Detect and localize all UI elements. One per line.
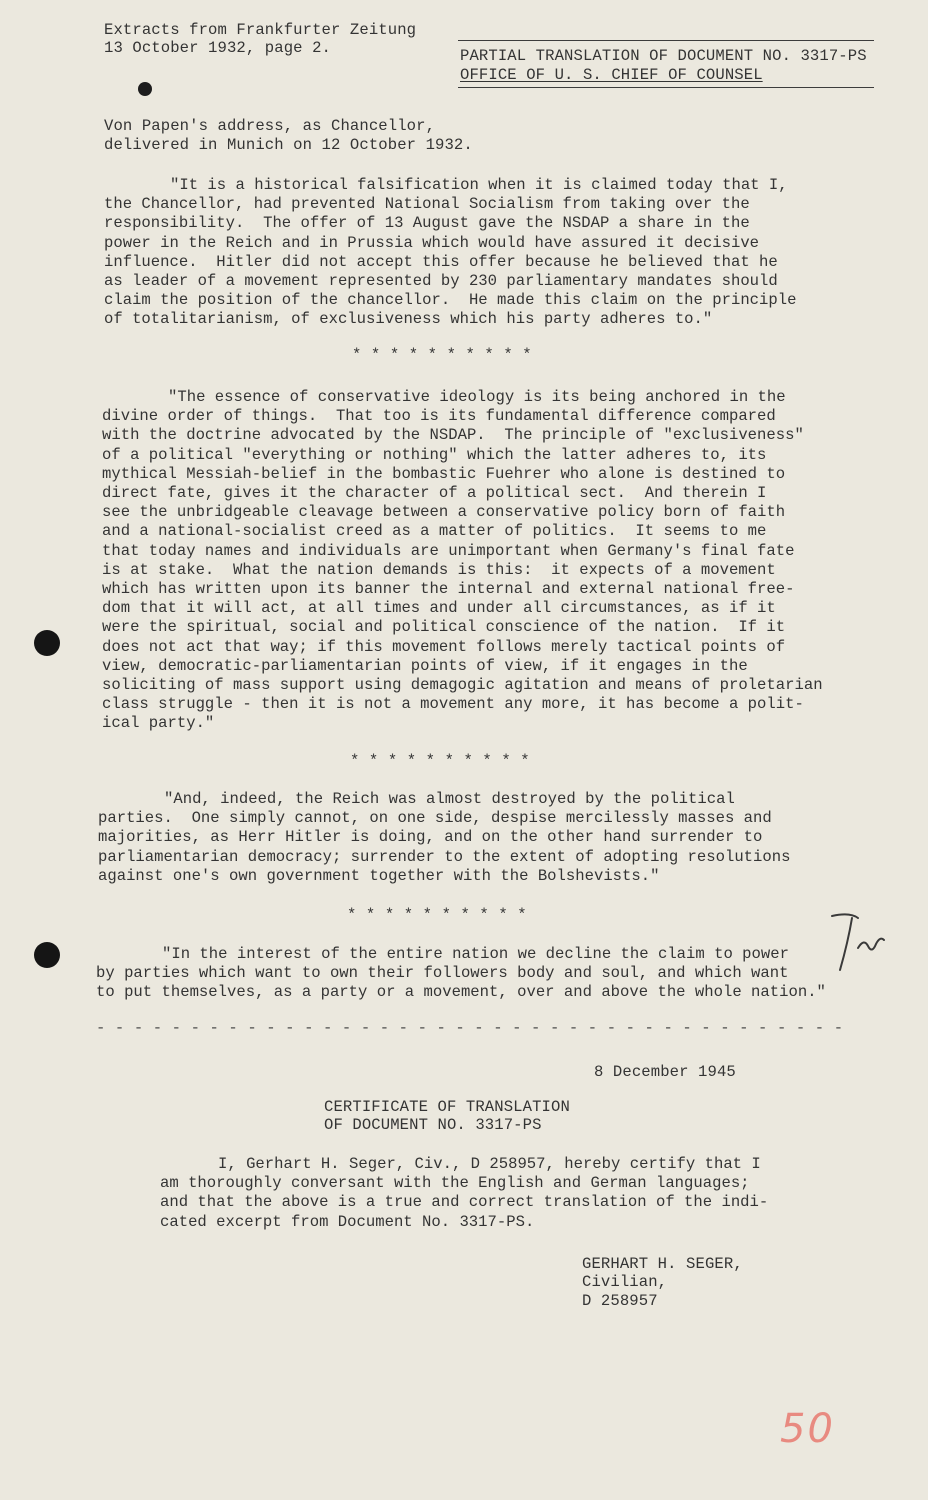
- certificate-date: 8 December 1945: [594, 1063, 736, 1081]
- header-top-rule: [458, 40, 874, 41]
- paragraph-line: ical party.": [102, 714, 215, 733]
- separator-1: * * * * * * * * * *: [352, 346, 532, 364]
- paragraph-line: "It is a historical falsification when it is claimed today that I,: [170, 176, 788, 194]
- paragraph-line: class struggle - then it is not a movement any more, it has become a polit-: [102, 695, 804, 714]
- paragraph-line: divine order of things. That too is its fundamental difference compared: [102, 407, 776, 426]
- header-office: OFFICE OF U. S. CHIEF OF COUNSEL: [460, 66, 763, 84]
- certificate-title-1: CERTIFICATE OF TRANSLATION: [324, 1098, 570, 1116]
- signature-role: Civilian,: [582, 1273, 668, 1291]
- certificate-title-2: OF DOCUMENT NO. 3317-PS: [324, 1116, 542, 1134]
- certificate-line: and that the above is a true and correct translation of the indi-: [160, 1193, 769, 1212]
- paragraph-line: influence. Hitler did not accept this offer because he believed that he: [104, 252, 778, 271]
- punch-hole: [34, 942, 60, 968]
- paragraph-line: power in the Reich and in Prussia which would have assured it decisive: [104, 233, 760, 252]
- source-line-1: Extracts from Frankfurter Zeitung: [104, 21, 417, 39]
- paragraph-line: "And, indeed, the Reich was almost destroyed by the political: [164, 790, 735, 808]
- separator-3: * * * * * * * * * *: [347, 906, 527, 924]
- paragraph-line: with the doctrine advocated by the NSDAP. The principle of "exclusiveness": [102, 426, 804, 445]
- paragraph-line: dom that it will act, at all times and under all circumstances, as if it: [102, 599, 776, 618]
- paragraph-line: parliamentarian democracy; surrender to the extent of adopting resolutions: [98, 847, 791, 866]
- certificate-body: [160, 1155, 768, 1232]
- certificate-line: I, Gerhart H. Seger, Civ., D 258957, hereby certify that I: [218, 1155, 761, 1173]
- quote-paragraph-2: [102, 388, 823, 734]
- paragraph-line: majorities, as Herr Hitler is doing, and on the other hand surrender to: [98, 828, 763, 847]
- paragraph-line: mythical Messiah-belief in the bombastic Fuehrer who alone is destined to: [102, 464, 786, 483]
- certificate-line: cated excerpt from Document No. 3317-PS.: [160, 1212, 535, 1231]
- certificate-line: am thoroughly conversant with the English and German languages;: [160, 1174, 750, 1193]
- paragraph-line: to put themselves, as a party or a movement, over and above the whole nation.": [96, 983, 826, 1002]
- paragraph-line: see the unbridgeable cleavage between a conservative policy born of faith: [102, 503, 786, 522]
- paragraph-line: against one's own government together with the Bolshevists.": [98, 866, 660, 885]
- paragraph-line: as leader of a movement represented by 230 parliamentary mandates should: [104, 272, 778, 291]
- paragraph-line: were the spiritual, social and political conscience of the nation. If it: [102, 618, 786, 637]
- paragraph-line: view, democratic-parliamentarian points of view, if it engages in the: [102, 656, 748, 675]
- paragraph-line: which has written upon its banner the internal and external national free-: [102, 580, 795, 599]
- paragraph-line: responsibility. The offer of 13 August gave the NSDAP a share in the: [104, 214, 750, 233]
- paragraph-line: "The essence of conservative ideology is its being anchored in the: [168, 388, 786, 406]
- source-line-2: 13 October 1932, page 2.: [104, 39, 331, 57]
- intro-line-2: delivered in Munich on 12 October 1932.: [104, 136, 473, 154]
- paragraph-line: direct fate, gives it the character of a political sect. And therein I: [102, 484, 767, 503]
- quote-paragraph-1: [104, 176, 796, 330]
- header-bottom-rule: [458, 87, 874, 88]
- paragraph-line: is at stake. What the nation demands is this: it expects of a movement: [102, 560, 776, 579]
- paragraph-line: by parties which want to own their followers body and soul, and which want: [96, 964, 789, 983]
- separator-2: * * * * * * * * * *: [350, 752, 530, 770]
- paragraph-line: "In the interest of the entire nation we decline the claim to power: [162, 945, 789, 963]
- paragraph-line: does not act that way; if this movement follows merely tactical points of: [102, 637, 786, 656]
- paragraph-line: and a national-socialist creed as a matter of politics. It seems to me: [102, 522, 767, 541]
- signature-id: D 258957: [582, 1292, 658, 1310]
- paragraph-line: claim the position of the chancellor. He made this claim on the principle: [104, 291, 797, 310]
- paragraph-line: that today names and individuals are unimportant when Germany's final fate: [102, 541, 795, 560]
- header-title: PARTIAL TRANSLATION OF DOCUMENT NO. 3317-PS: [460, 47, 867, 65]
- intro-line-1: Von Papen's address, as Chancellor,: [104, 117, 436, 135]
- punch-mark: [138, 82, 152, 96]
- paragraph-line: of totalitarianism, of exclusiveness which his party adheres to.": [104, 310, 713, 329]
- dashed-divider: - - - - - - - - - - - - - - - - - - - - - - - - - - - - - - - - - - - - - - - -: [96, 1019, 844, 1037]
- paragraph-line: the Chancellor, had prevented National Socialism from taking over the: [104, 195, 750, 214]
- page-number: 50: [780, 1406, 835, 1452]
- quote-paragraph-4: [96, 945, 826, 1003]
- signature-name: GERHART H. SEGER,: [582, 1255, 743, 1273]
- punch-hole: [34, 630, 60, 656]
- paragraph-line: of a political "everything or nothing" which the latter adheres to, its: [102, 445, 767, 464]
- paragraph-line: parties. One simply cannot, on one side, despise mercilessly masses and: [98, 809, 772, 828]
- quote-paragraph-3: [98, 790, 790, 886]
- handwritten-initials-mark: [826, 908, 890, 978]
- paragraph-line: soliciting of mass support using demagogic agitation and means of proletarian: [102, 676, 823, 695]
